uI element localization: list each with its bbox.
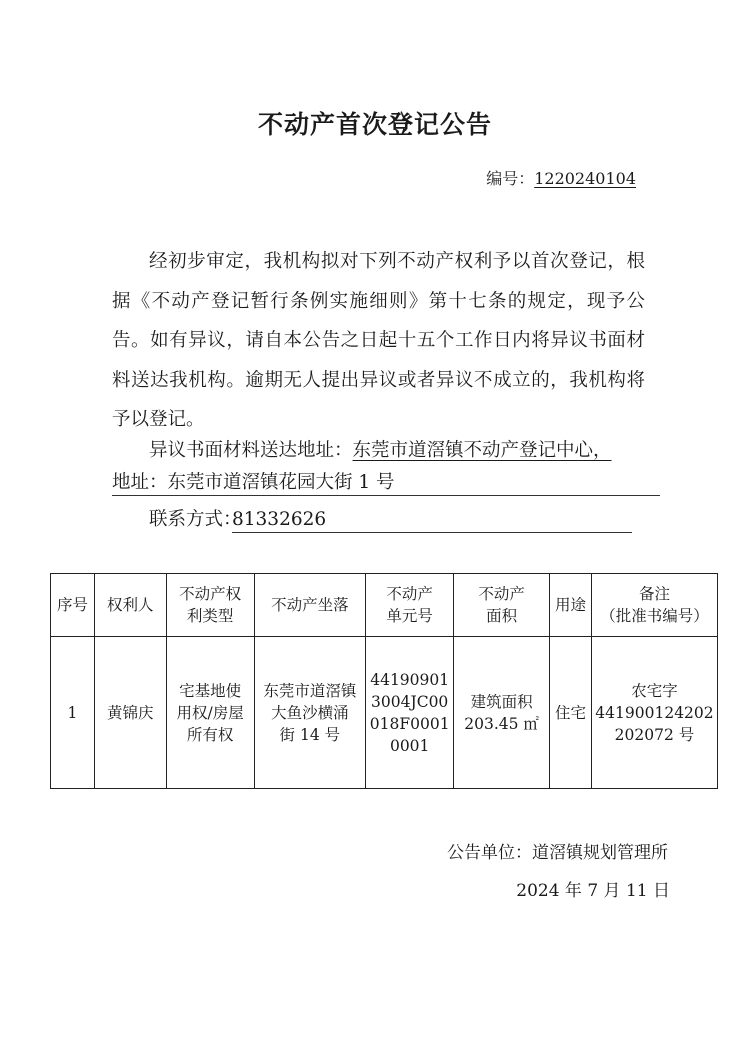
issue-date: 2024 年 7 月 11 日 <box>516 881 670 901</box>
cell-unit-no: 44190901 3004JC00 018F0001 0001 <box>366 637 454 789</box>
header-remark: 备注 （批准书编号） <box>591 574 717 637</box>
objection-address-line <box>149 431 612 470</box>
header-location: 不动产坐落 <box>254 574 366 637</box>
cell-usage: 住宅 <box>550 637 592 789</box>
issuer <box>447 838 668 863</box>
issuer-label: 公告单位： <box>447 843 532 863</box>
cell-right-type: 宅基地使 用权/房屋 所有权 <box>166 637 254 789</box>
cell-area: 建筑面积 203.45 ㎡ <box>454 637 550 789</box>
notice-paragraph: 经初步审定，我机构拟对下列不动产权利予以首次登记，根据《不动产登记暂行条例实施细则》第十七条的规定，现予公告。如有异议，请自本公告之日起十五个工作日内将异议书面材料送达我机构。逾期无人提出异议或者异议不成立的，我机构将予以登记。 <box>112 251 645 430</box>
cell-location: 东莞市道滘镇 大鱼沙横涌 街 14 号 <box>254 637 366 789</box>
table-header-row <box>51 574 718 637</box>
cell-holder: 黄锦庆 <box>94 637 166 789</box>
header-unit-no: 不动产 单元号 <box>366 574 454 637</box>
objection-address: 地址：东莞市道滘镇花园大街 1 号 <box>112 471 660 496</box>
header-index: 序号 <box>51 574 95 637</box>
objection-label: 异议书面材料送达地址： <box>149 440 353 461</box>
contact-label: 联系方式： <box>149 509 242 530</box>
document-number <box>486 166 636 189</box>
issuer-name: 道滘镇规划管理所 <box>532 843 668 863</box>
document-number-value: 1220240104 <box>534 169 636 188</box>
registration-table <box>50 573 718 789</box>
header-holder: 权利人 <box>94 574 166 637</box>
document-number-label: 编号： <box>486 169 535 188</box>
header-area: 不动产 面积 <box>454 574 550 637</box>
header-right-type: 不动产权 利类型 <box>166 574 254 637</box>
cell-index: 1 <box>51 637 95 789</box>
objection-office: 东莞市道滘镇不动产登记中心， <box>352 440 612 461</box>
cell-remark: 农宅字 441900124202 202072 号 <box>591 637 717 789</box>
table-row <box>51 637 718 789</box>
page-title: 不动产首次登记公告 <box>257 110 492 139</box>
header-usage: 用途 <box>550 574 592 637</box>
contact-value: 81332626 <box>232 508 632 533</box>
